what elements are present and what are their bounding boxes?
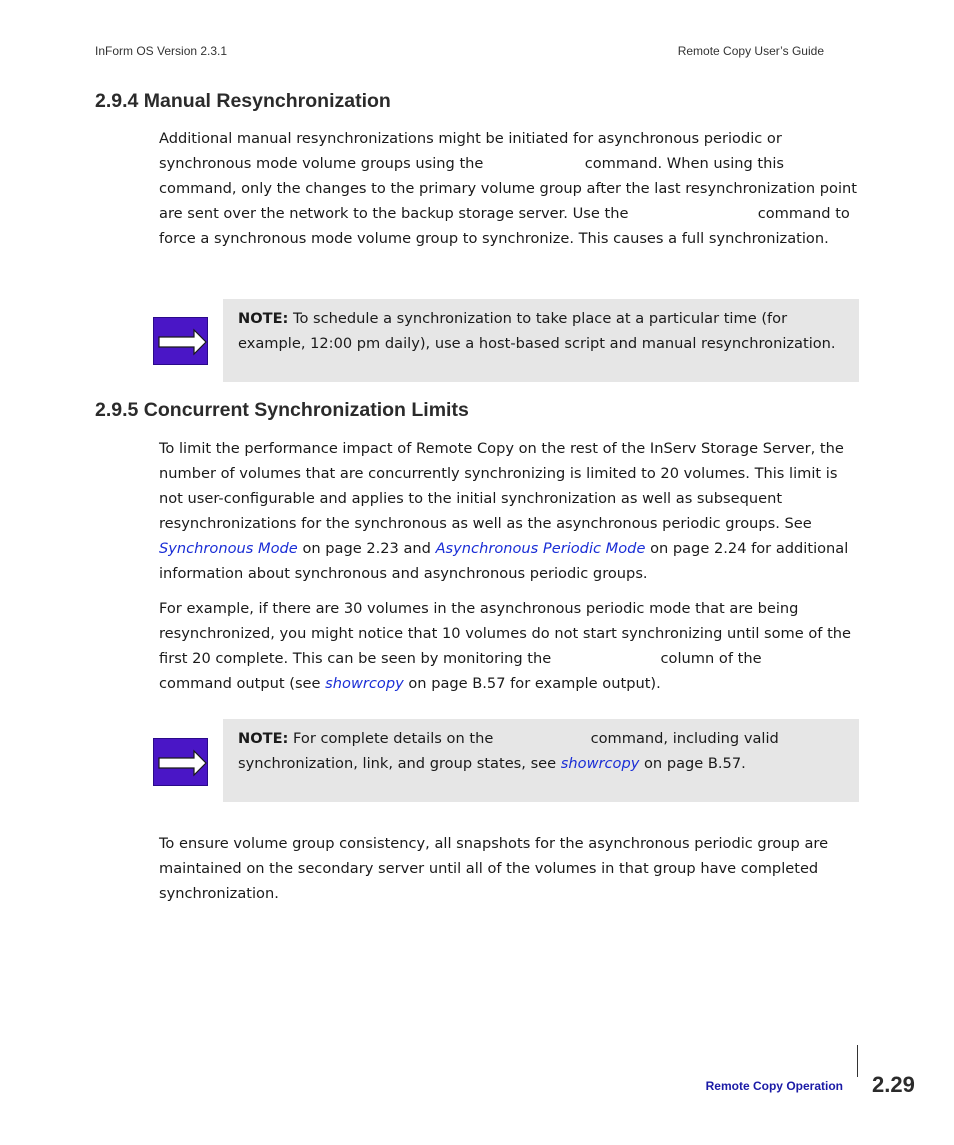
note-body: on page B.57. (644, 754, 746, 772)
footer-divider (857, 1045, 858, 1077)
concurrent-limits-paragraph (159, 437, 859, 586)
note-body: For complete details on the (293, 730, 494, 747)
note-arrow-icon (153, 738, 208, 786)
showrcopy-link[interactable]: showrcopy (560, 754, 640, 772)
consistency-paragraph: To ensure volume group consistency, all snapshots for the asynchronous periodic group are maintained on the secondary server until all of the volumes in that group have completed synchronization. (159, 835, 829, 902)
note-body: command, including valid synchronization, link, and group states, see (238, 730, 779, 772)
paragraph-text: on page 2.24 for additional information about synchronous and asynchronous periodic groups. (159, 539, 849, 582)
paragraph-text: command output (see (159, 674, 321, 692)
asynchronous-periodic-mode-link[interactable]: Asynchronous Periodic Mode (435, 539, 646, 557)
note-box (223, 299, 859, 382)
note-label: NOTE: (238, 730, 289, 747)
note-text (238, 307, 848, 357)
manual-resync-paragraph (159, 127, 859, 252)
paragraph-text: on page B.57 for example output). (408, 674, 661, 692)
paragraph-text: on page 2.23 and (302, 539, 431, 557)
running-header-right: Remote Copy User’s Guide (677, 44, 824, 58)
synchronous-mode-link[interactable]: Synchronous Mode (159, 539, 298, 557)
paragraph-text: command. When using this command, only the changes to the primary volume group after the last resynchronization point are sent over the network to the backup storage server. Use the (159, 154, 857, 222)
running-header-left: InForm OS Version 2.3.1 (95, 44, 228, 58)
note-body: To schedule a synchronization to take place at a particular time (for example, 12:00 pm daily), use a host-based script and manual resynchronization. (238, 310, 836, 352)
paragraph-text: column of the (660, 649, 762, 667)
example-paragraph (159, 597, 859, 697)
paragraph-text: For example, if there are 30 volumes in the asynchronous periodic mode that are being resynchronized, you might notice that 10 volumes do not start synchronizing until some of the first 20 complete. This can be seen by monitoring the (159, 600, 852, 667)
note-arrow-icon (153, 317, 208, 365)
footer-section-title: Remote Copy Operation (705, 1079, 843, 1093)
paragraph-text: To limit the performance impact of Remote Copy on the rest of the InServ Storage Server, the number of volumes that are concurrently synchronizing is limited to 20 volumes. This limit is not user-configurable and applies to the initial synchronization as well as subsequent resynchronizations for the synchronous as well as the asynchronous periodic groups. See (159, 440, 844, 532)
section-heading-concurrent-limits: 2.9.5 Concurrent Synchronization Limits (95, 399, 469, 421)
page-number: 2.29 (872, 1072, 915, 1097)
note-text (238, 727, 848, 777)
paragraph-text: command to force a synchronous mode volume group to synchronize. This causes a full synchronization. (159, 204, 850, 247)
showrcopy-link[interactable]: showrcopy (325, 674, 404, 692)
note-label: NOTE: (238, 310, 289, 327)
note-box (223, 719, 859, 802)
section-heading-manual-resync: 2.9.4 Manual Resynchronization (95, 90, 391, 112)
paragraph-text: Additional manual resynchronizations might be initiated for asynchronous periodic or synchronous mode volume groups using the (159, 130, 782, 172)
